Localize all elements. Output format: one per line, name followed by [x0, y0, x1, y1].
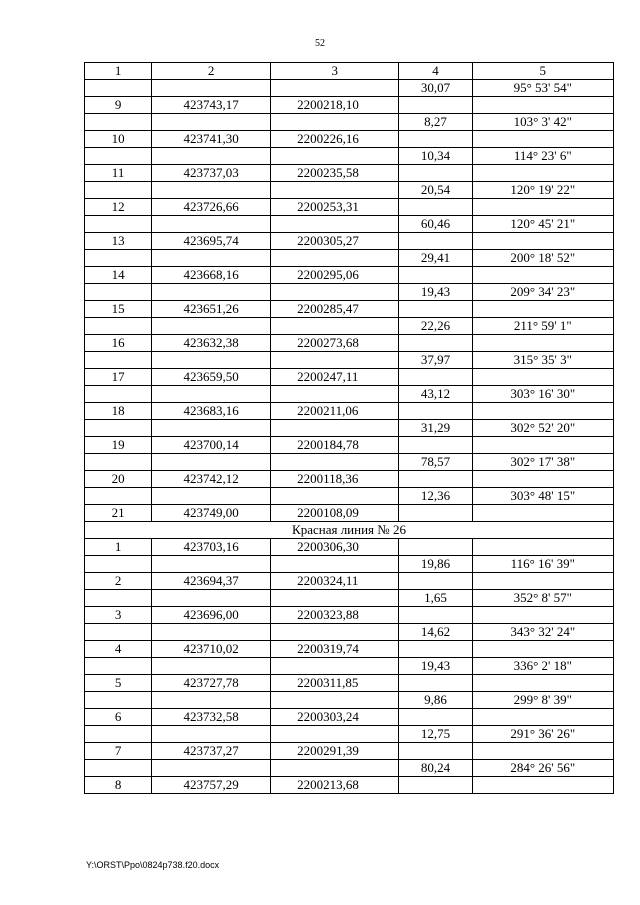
- segment-length-cell: 20,54: [399, 182, 472, 199]
- angle-cell-empty: [472, 403, 613, 420]
- direction-angle-cell: 303° 16' 30": [472, 386, 613, 403]
- segment-length-cell: 43,12: [399, 386, 472, 403]
- point-row: [85, 505, 614, 522]
- y-coordinate-cell-empty: [271, 692, 399, 709]
- point-row: [85, 233, 614, 250]
- coordinates-table: [84, 62, 614, 794]
- segment-row: [85, 386, 614, 403]
- length-cell-empty: [399, 505, 472, 522]
- point-number-cell: 11: [85, 165, 152, 182]
- x-coordinate-cell-empty: [152, 352, 271, 369]
- segment-row: [85, 658, 614, 675]
- y-coordinate-cell: 2200184,78: [271, 437, 399, 454]
- y-coordinate-cell: 2200226,16: [271, 131, 399, 148]
- length-cell-empty: [399, 471, 472, 488]
- length-cell-empty: [399, 301, 472, 318]
- segment-length-cell: 37,97: [399, 352, 472, 369]
- x-coordinate-cell-empty: [152, 420, 271, 437]
- angle-cell-empty: [472, 709, 613, 726]
- y-coordinate-cell: 2200253,31: [271, 199, 399, 216]
- point-number-cell: 19: [85, 437, 152, 454]
- segment-row: [85, 726, 614, 743]
- direction-angle-cell: 103° 3' 42": [472, 114, 613, 131]
- y-coordinate-cell: 2200291,39: [271, 743, 399, 760]
- length-cell-empty: [399, 641, 472, 658]
- point-row: [85, 641, 614, 658]
- length-cell-empty: [399, 437, 472, 454]
- length-cell-empty: [399, 777, 472, 794]
- table-header-row: [85, 63, 614, 80]
- segment-row: [85, 556, 614, 573]
- x-coordinate-cell: 423732,58: [152, 709, 271, 726]
- x-coordinate-cell-empty: [152, 658, 271, 675]
- angle-cell-empty: [472, 165, 613, 182]
- x-coordinate-cell-empty: [152, 284, 271, 301]
- point-number-cell-empty: [85, 182, 152, 199]
- segment-length-cell: 8,27: [399, 114, 472, 131]
- x-coordinate-cell-empty: [152, 250, 271, 267]
- segment-length-cell: 29,41: [399, 250, 472, 267]
- length-cell-empty: [399, 607, 472, 624]
- segment-row: [85, 148, 614, 165]
- length-cell-empty: [399, 403, 472, 420]
- y-coordinate-cell: 2200324,11: [271, 573, 399, 590]
- point-number-cell: 21: [85, 505, 152, 522]
- point-number-cell-empty: [85, 284, 152, 301]
- point-number-cell: 14: [85, 267, 152, 284]
- point-row: [85, 607, 614, 624]
- direction-angle-cell: 352° 8' 57": [472, 590, 613, 607]
- column-header-2: 2: [152, 63, 271, 80]
- x-coordinate-cell-empty: [152, 80, 271, 97]
- x-coordinate-cell: 423742,12: [152, 471, 271, 488]
- point-row: [85, 131, 614, 148]
- point-number-cell: 9: [85, 97, 152, 114]
- point-number-cell-empty: [85, 352, 152, 369]
- point-number-cell-empty: [85, 250, 152, 267]
- y-coordinate-cell: 2200303,24: [271, 709, 399, 726]
- angle-cell-empty: [472, 437, 613, 454]
- segment-row: [85, 318, 614, 335]
- segment-length-cell: 19,43: [399, 284, 472, 301]
- y-coordinate-cell-empty: [271, 420, 399, 437]
- x-coordinate-cell-empty: [152, 454, 271, 471]
- y-coordinate-cell: 2200273,68: [271, 335, 399, 352]
- point-number-cell: 18: [85, 403, 152, 420]
- segment-row: [85, 284, 614, 301]
- segment-length-cell: 31,29: [399, 420, 472, 437]
- length-cell-empty: [399, 199, 472, 216]
- direction-angle-cell: 302° 52' 20": [472, 420, 613, 437]
- point-row: [85, 539, 614, 556]
- y-coordinate-cell: 2200235,58: [271, 165, 399, 182]
- segment-row: [85, 624, 614, 641]
- x-coordinate-cell: 423749,00: [152, 505, 271, 522]
- direction-angle-cell: 120° 45' 21": [472, 216, 613, 233]
- length-cell-empty: [399, 131, 472, 148]
- x-coordinate-cell-empty: [152, 556, 271, 573]
- point-row: [85, 675, 614, 692]
- y-coordinate-cell-empty: [271, 352, 399, 369]
- point-number-cell: 7: [85, 743, 152, 760]
- point-number-cell: 16: [85, 335, 152, 352]
- angle-cell-empty: [472, 369, 613, 386]
- point-row: [85, 165, 614, 182]
- column-header-5: 5: [472, 63, 613, 80]
- point-number-cell-empty: [85, 318, 152, 335]
- direction-angle-cell: 116° 16' 39": [472, 556, 613, 573]
- angle-cell-empty: [472, 573, 613, 590]
- footer-file-path: Y:\ORST\Ppo\0824p738.f20.docx: [86, 860, 220, 870]
- x-coordinate-cell: 423695,74: [152, 233, 271, 250]
- y-coordinate-cell: 2200323,88: [271, 607, 399, 624]
- point-number-cell: 13: [85, 233, 152, 250]
- point-row: [85, 301, 614, 318]
- segment-row: [85, 114, 614, 131]
- point-row: [85, 709, 614, 726]
- segment-length-cell: 80,24: [399, 760, 472, 777]
- length-cell-empty: [399, 743, 472, 760]
- x-coordinate-cell: 423668,16: [152, 267, 271, 284]
- y-coordinate-cell: 2200305,27: [271, 233, 399, 250]
- segment-row: [85, 352, 614, 369]
- point-number-cell: 5: [85, 675, 152, 692]
- direction-angle-cell: 315° 35' 3": [472, 352, 613, 369]
- direction-angle-cell: 95° 53' 54": [472, 80, 613, 97]
- angle-cell-empty: [472, 199, 613, 216]
- point-number-cell-empty: [85, 726, 152, 743]
- y-coordinate-cell-empty: [271, 726, 399, 743]
- x-coordinate-cell: 423757,29: [152, 777, 271, 794]
- angle-cell-empty: [472, 607, 613, 624]
- x-coordinate-cell: 423683,16: [152, 403, 271, 420]
- direction-angle-cell: 336° 2' 18": [472, 658, 613, 675]
- y-coordinate-cell-empty: [271, 216, 399, 233]
- segment-row: [85, 80, 614, 97]
- x-coordinate-cell: 423659,50: [152, 369, 271, 386]
- x-coordinate-cell-empty: [152, 726, 271, 743]
- point-number-cell-empty: [85, 454, 152, 471]
- segment-length-cell: 30,07: [399, 80, 472, 97]
- direction-angle-cell: 200° 18' 52": [472, 250, 613, 267]
- y-coordinate-cell: 2200211,06: [271, 403, 399, 420]
- y-coordinate-cell-empty: [271, 488, 399, 505]
- point-number-cell-empty: [85, 692, 152, 709]
- y-coordinate-cell-empty: [271, 250, 399, 267]
- y-coordinate-cell: 2200218,10: [271, 97, 399, 114]
- x-coordinate-cell-empty: [152, 760, 271, 777]
- segment-row: [85, 250, 614, 267]
- direction-angle-cell: 343° 32' 24": [472, 624, 613, 641]
- point-row: [85, 471, 614, 488]
- y-coordinate-cell: 2200213,68: [271, 777, 399, 794]
- x-coordinate-cell: 423632,38: [152, 335, 271, 352]
- y-coordinate-cell-empty: [271, 182, 399, 199]
- length-cell-empty: [399, 97, 472, 114]
- point-number-cell-empty: [85, 420, 152, 437]
- angle-cell-empty: [472, 233, 613, 250]
- point-number-cell: 1: [85, 539, 152, 556]
- direction-angle-cell: 303° 48' 15": [472, 488, 613, 505]
- point-number-cell-empty: [85, 80, 152, 97]
- page-number: 52: [315, 38, 325, 49]
- angle-cell-empty: [472, 97, 613, 114]
- y-coordinate-cell-empty: [271, 590, 399, 607]
- length-cell-empty: [399, 573, 472, 590]
- segment-row: [85, 216, 614, 233]
- column-header-1: 1: [85, 63, 152, 80]
- point-row: [85, 437, 614, 454]
- y-coordinate-cell: 2200108,09: [271, 505, 399, 522]
- segment-length-cell: 12,75: [399, 726, 472, 743]
- angle-cell-empty: [472, 267, 613, 284]
- x-coordinate-cell-empty: [152, 148, 271, 165]
- segment-row: [85, 692, 614, 709]
- point-number-cell: 10: [85, 131, 152, 148]
- segment-length-cell: 19,86: [399, 556, 472, 573]
- segment-row: [85, 454, 614, 471]
- column-header-4: 4: [399, 63, 472, 80]
- angle-cell-empty: [472, 131, 613, 148]
- point-number-cell: 8: [85, 777, 152, 794]
- y-coordinate-cell-empty: [271, 114, 399, 131]
- direction-angle-cell: 211° 59' 1": [472, 318, 613, 335]
- point-row: [85, 267, 614, 284]
- x-coordinate-cell: 423703,16: [152, 539, 271, 556]
- x-coordinate-cell: 423737,03: [152, 165, 271, 182]
- point-number-cell-empty: [85, 590, 152, 607]
- angle-cell-empty: [472, 675, 613, 692]
- point-number-cell: 17: [85, 369, 152, 386]
- x-coordinate-cell-empty: [152, 182, 271, 199]
- section-title: Красная линия № 26: [85, 522, 614, 539]
- point-row: [85, 97, 614, 114]
- y-coordinate-cell-empty: [271, 454, 399, 471]
- point-number-cell: 6: [85, 709, 152, 726]
- column-header-3: 3: [271, 63, 399, 80]
- direction-angle-cell: 114° 23' 6": [472, 148, 613, 165]
- x-coordinate-cell: 423700,14: [152, 437, 271, 454]
- point-number-cell-empty: [85, 216, 152, 233]
- segment-length-cell: 78,57: [399, 454, 472, 471]
- length-cell-empty: [399, 165, 472, 182]
- y-coordinate-cell-empty: [271, 148, 399, 165]
- y-coordinate-cell-empty: [271, 386, 399, 403]
- y-coordinate-cell: 2200306,30: [271, 539, 399, 556]
- y-coordinate-cell: 2200319,74: [271, 641, 399, 658]
- angle-cell-empty: [472, 335, 613, 352]
- angle-cell-empty: [472, 641, 613, 658]
- direction-angle-cell: 299° 8' 39": [472, 692, 613, 709]
- angle-cell-empty: [472, 471, 613, 488]
- y-coordinate-cell-empty: [271, 658, 399, 675]
- direction-angle-cell: 120° 19' 22": [472, 182, 613, 199]
- direction-angle-cell: 284° 26' 56": [472, 760, 613, 777]
- y-coordinate-cell: 2200247,11: [271, 369, 399, 386]
- y-coordinate-cell-empty: [271, 80, 399, 97]
- angle-cell-empty: [472, 743, 613, 760]
- x-coordinate-cell-empty: [152, 692, 271, 709]
- table-body: [85, 80, 614, 794]
- length-cell-empty: [399, 233, 472, 250]
- x-coordinate-cell-empty: [152, 318, 271, 335]
- segment-row: [85, 420, 614, 437]
- x-coordinate-cell: 423651,26: [152, 301, 271, 318]
- point-number-cell: 4: [85, 641, 152, 658]
- x-coordinate-cell-empty: [152, 114, 271, 131]
- y-coordinate-cell: 2200285,47: [271, 301, 399, 318]
- x-coordinate-cell: 423737,27: [152, 743, 271, 760]
- direction-angle-cell: 302° 17' 38": [472, 454, 613, 471]
- point-number-cell-empty: [85, 114, 152, 131]
- length-cell-empty: [399, 539, 472, 556]
- point-row: [85, 199, 614, 216]
- point-number-cell-empty: [85, 624, 152, 641]
- point-number-cell-empty: [85, 658, 152, 675]
- point-number-cell-empty: [85, 386, 152, 403]
- direction-angle-cell: 209° 34' 23": [472, 284, 613, 301]
- angle-cell-empty: [472, 301, 613, 318]
- segment-row: [85, 590, 614, 607]
- x-coordinate-cell: 423726,66: [152, 199, 271, 216]
- x-coordinate-cell-empty: [152, 386, 271, 403]
- segment-length-cell: 60,46: [399, 216, 472, 233]
- y-coordinate-cell: 2200311,85: [271, 675, 399, 692]
- x-coordinate-cell: 423696,00: [152, 607, 271, 624]
- angle-cell-empty: [472, 505, 613, 522]
- segment-length-cell: 12,36: [399, 488, 472, 505]
- length-cell-empty: [399, 267, 472, 284]
- y-coordinate-cell-empty: [271, 318, 399, 335]
- point-number-cell-empty: [85, 148, 152, 165]
- segment-row: [85, 488, 614, 505]
- point-row: [85, 573, 614, 590]
- y-coordinate-cell: 2200118,36: [271, 471, 399, 488]
- segment-row: [85, 760, 614, 777]
- point-number-cell-empty: [85, 760, 152, 777]
- length-cell-empty: [399, 335, 472, 352]
- y-coordinate-cell-empty: [271, 760, 399, 777]
- length-cell-empty: [399, 369, 472, 386]
- x-coordinate-cell-empty: [152, 590, 271, 607]
- point-row: [85, 777, 614, 794]
- point-row: [85, 743, 614, 760]
- x-coordinate-cell-empty: [152, 488, 271, 505]
- x-coordinate-cell-empty: [152, 216, 271, 233]
- x-coordinate-cell: 423727,78: [152, 675, 271, 692]
- point-row: [85, 335, 614, 352]
- x-coordinate-cell-empty: [152, 624, 271, 641]
- point-row: [85, 369, 614, 386]
- segment-length-cell: 1,65: [399, 590, 472, 607]
- y-coordinate-cell-empty: [271, 624, 399, 641]
- point-number-cell: 2: [85, 573, 152, 590]
- point-row: [85, 403, 614, 420]
- length-cell-empty: [399, 675, 472, 692]
- segment-length-cell: 22,26: [399, 318, 472, 335]
- point-number-cell: 20: [85, 471, 152, 488]
- point-number-cell-empty: [85, 488, 152, 505]
- y-coordinate-cell-empty: [271, 556, 399, 573]
- point-number-cell: 3: [85, 607, 152, 624]
- x-coordinate-cell: 423710,02: [152, 641, 271, 658]
- point-number-cell: 15: [85, 301, 152, 318]
- length-cell-empty: [399, 709, 472, 726]
- x-coordinate-cell: 423743,17: [152, 97, 271, 114]
- point-number-cell: 12: [85, 199, 152, 216]
- angle-cell-empty: [472, 539, 613, 556]
- segment-length-cell: 9,86: [399, 692, 472, 709]
- segment-length-cell: 19,43: [399, 658, 472, 675]
- x-coordinate-cell: 423741,30: [152, 131, 271, 148]
- angle-cell-empty: [472, 777, 613, 794]
- y-coordinate-cell: 2200295,06: [271, 267, 399, 284]
- direction-angle-cell: 291° 36' 26": [472, 726, 613, 743]
- segment-length-cell: 10,34: [399, 148, 472, 165]
- section-header-row: [85, 522, 614, 539]
- y-coordinate-cell-empty: [271, 284, 399, 301]
- x-coordinate-cell: 423694,37: [152, 573, 271, 590]
- segment-row: [85, 182, 614, 199]
- point-number-cell-empty: [85, 556, 152, 573]
- segment-length-cell: 14,62: [399, 624, 472, 641]
